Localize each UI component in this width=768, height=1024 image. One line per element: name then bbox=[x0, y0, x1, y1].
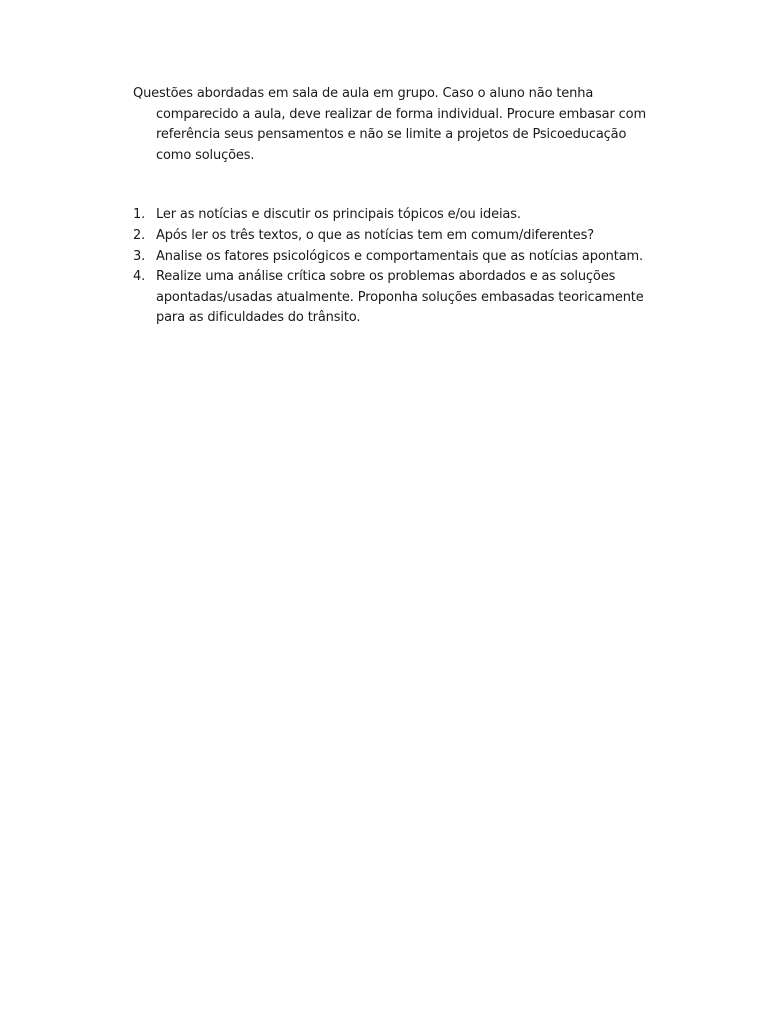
question-number: 4. bbox=[133, 269, 146, 285]
question-number: 3. bbox=[133, 248, 146, 264]
question-item-4 bbox=[133, 267, 653, 329]
intro-paragraph: Questões abordadas em sala de aula em grupo. Caso o aluno não tenha comparecido a aula, deve realizar de forma individual. Procure embasar com referência seus pensamentos e não se limite a projetos de Psicoeducação como soluções. bbox=[133, 86, 646, 163]
question-item-2 bbox=[133, 226, 653, 247]
document-body bbox=[133, 84, 653, 329]
question-text: Analise os fatores psicológicos e comportamentais que as notícias apontam. bbox=[156, 248, 644, 264]
question-text: Após ler os três textos, o que as notícias tem em comum/diferentes? bbox=[156, 227, 594, 243]
question-list bbox=[133, 205, 653, 329]
question-item-3 bbox=[133, 247, 653, 268]
question-item-1 bbox=[133, 205, 653, 226]
question-number: 1. bbox=[133, 207, 146, 223]
question-text: Realize uma análise crítica sobre os problemas abordados e as soluções apontadas/usadas atualmente. Proponha soluções embasadas teoricamente para as dificuldades do trânsito. bbox=[156, 269, 644, 326]
question-number: 2. bbox=[133, 227, 146, 243]
question-text: Ler as notícias e discutir os principais tópicos e/ou ideias. bbox=[156, 207, 521, 223]
